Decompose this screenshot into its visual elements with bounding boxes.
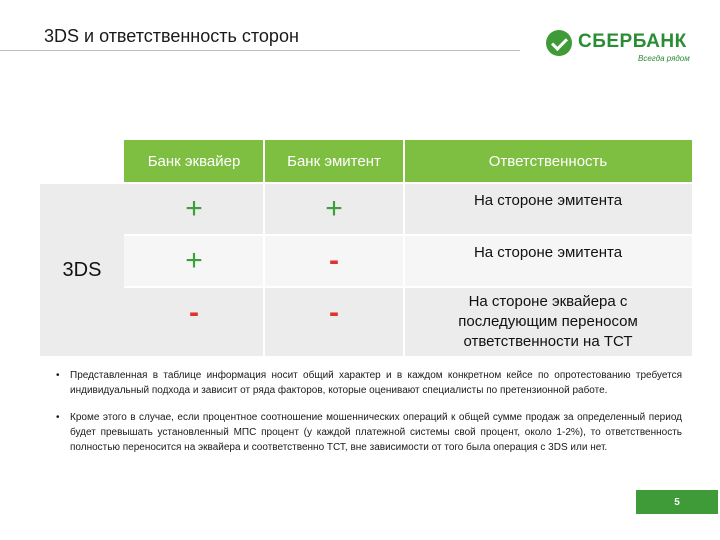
slide-title: 3DS и ответственность сторон: [44, 26, 299, 46]
row1-responsibility: На стороне эмитента: [473, 192, 623, 209]
row-divider: [124, 234, 692, 236]
row3-responsibility: На стороне эквайера с последующим переносом ответственности на ТСТ: [458, 293, 638, 350]
row3-issuer-sign: -: [329, 296, 339, 329]
list-item: [56, 410, 682, 455]
notes-list: [56, 368, 682, 467]
sberbank-logo: [546, 26, 696, 70]
note-text: Кроме этого в случае, если процентное соотношение мошеннических операций к общей сумме продаж за определенный период будет превышать установленный МПС процент (у каждой платежной системы свой процент, около 1-2%), то ответственность полностью переносится на эквайера и соответственно ТСТ, вне зависимости от того была операция с 3DS или нет.: [70, 412, 682, 453]
row2-acquirer-sign: +: [185, 244, 203, 277]
logo-slogan: Всегда рядом: [638, 54, 690, 63]
bullet-icon: •: [56, 412, 60, 423]
row-divider: [124, 286, 692, 288]
bullet-icon: •: [56, 370, 60, 381]
responsibility-table: [40, 140, 692, 356]
header-responsibility: Ответственность: [404, 140, 692, 182]
row2-responsibility: На стороне эмитента: [473, 244, 623, 261]
page-number: 5: [636, 490, 718, 514]
row1-acquirer-sign: +: [185, 192, 203, 225]
column-divider: [263, 140, 265, 356]
header-divider: [40, 182, 692, 184]
column-divider: [403, 140, 405, 356]
row2-issuer-sign: -: [329, 244, 339, 277]
row-label-3ds: 3DS: [62, 258, 102, 281]
list-item: [56, 368, 682, 398]
header-issuer: Банк эмитент: [264, 140, 404, 182]
note-text: Представленная в таблице информация носит общий характер и в каждом конкретном кейсе по опротестованию требуется индивидуальный подхода и зависит от ряда факторов, которые оценивают специалисты по претензионной работе.: [70, 370, 682, 396]
title-divider: [0, 50, 520, 51]
row3-acquirer-sign: -: [189, 296, 199, 329]
header-acquirer: Банк эквайер: [124, 140, 264, 182]
logo-wordmark: СБЕРБАНК: [578, 31, 687, 52]
checkmark-icon: [546, 30, 572, 56]
row1-issuer-sign: +: [325, 192, 343, 225]
